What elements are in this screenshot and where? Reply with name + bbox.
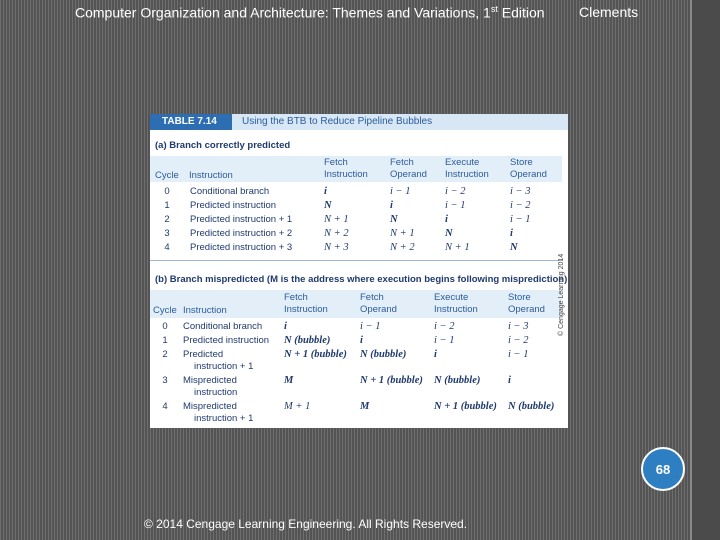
b-row3-fetch-instruction: M	[284, 375, 294, 386]
b-row1-cycle: 1	[162, 335, 168, 346]
b-row4-store: N (bubble)	[508, 401, 555, 412]
b-row1-fetch-operand: i	[360, 335, 363, 346]
b-row1-execute: i − 1	[434, 335, 455, 346]
b-row0-fetch-instruction: i	[284, 321, 287, 332]
b-col-instruction: Instruction	[183, 305, 227, 316]
table-header	[150, 114, 568, 130]
a-row1-fetch-instruction: N	[324, 200, 332, 211]
b-row0-store: i − 3	[508, 321, 529, 332]
b-row2-instruction: Predicted	[183, 349, 224, 360]
a-row0-fetch-instruction: i	[324, 186, 327, 197]
b-row3-instruction-cont: instruction	[194, 387, 238, 398]
b-row3-instruction: Mispredicted	[183, 375, 237, 386]
col-fetch-instruction: Fetch Instruction	[324, 157, 368, 180]
b-row0-cycle: 0	[162, 321, 168, 332]
a-row2-fetch-instruction: N + 1	[324, 214, 349, 225]
b-row3-fetch-operand: N + 1 (bubble)	[360, 375, 423, 386]
b-row0-execute: i − 2	[434, 321, 455, 332]
a-row2-fetch-operand: N	[390, 214, 398, 225]
a-row0-fetch-operand: i − 1	[390, 186, 411, 197]
section-divider	[150, 260, 562, 261]
a-row1-fetch-operand: i	[390, 200, 393, 211]
a-row1-instruction: Predicted instruction	[190, 200, 277, 211]
b-col-fetch-instruction: Fetch Instruction	[284, 292, 328, 315]
a-row4-store: N	[510, 242, 518, 253]
table-figure	[150, 114, 568, 428]
b-row4-cycle: 4	[162, 401, 168, 412]
a-row4-execute: N + 1	[445, 242, 470, 253]
a-row2-cycle: 2	[164, 214, 170, 225]
b-row2-cycle: 2	[162, 349, 168, 360]
b-row3-store: i	[508, 375, 511, 386]
a-row4-instruction: Predicted instruction + 3	[190, 242, 293, 253]
b-col-fetch-operand: Fetch Operand	[360, 292, 397, 315]
a-row3-store: i	[510, 228, 513, 239]
side-copyright: © Cengage Learning 2014	[558, 253, 565, 336]
a-row0-store: i − 3	[510, 186, 531, 197]
col-instruction: Instruction	[189, 170, 233, 181]
b-row2-instruction-cont: instruction + 1	[194, 361, 254, 372]
b-row2-store: i − 1	[508, 349, 529, 360]
b-row2-fetch-operand: N (bubble)	[360, 349, 407, 360]
a-row3-fetch-operand: N + 1	[390, 228, 415, 239]
b-row3-execute: N (bubble)	[434, 375, 481, 386]
table-title: Using the BTB to Reduce Pipeline Bubbles	[232, 114, 568, 130]
b-col-execute-instruction: Execute Instruction	[434, 292, 478, 315]
table-badge: TABLE 7.14	[150, 114, 232, 130]
footer-copyright: © 2014 Cengage Learning Engineering. All Rights Reserved.	[144, 517, 468, 531]
a-row4-fetch-operand: N + 2	[390, 242, 415, 253]
col-store-operand: Store Operand	[510, 157, 547, 180]
a-row2-instruction: Predicted instruction + 1	[190, 214, 293, 225]
col-fetch-operand: Fetch Operand	[390, 157, 427, 180]
page-number-badge: 68	[641, 447, 685, 491]
b-row4-fetch-operand: M	[360, 401, 370, 412]
a-row0-instruction: Conditional branch	[190, 186, 270, 197]
a-row3-instruction: Predicted instruction + 2	[190, 228, 293, 239]
b-row4-instruction: Mispredicted	[183, 401, 237, 412]
a-row1-execute: i − 1	[445, 200, 466, 211]
right-side-panel	[690, 0, 720, 540]
a-row3-execute: N	[445, 228, 453, 239]
a-row2-execute: i	[445, 214, 448, 225]
slide-author: Clements	[579, 4, 639, 20]
section-b-heading: (b) Branch mispredicted (M is the address where execution begins following misprediction)	[155, 274, 568, 285]
b-row3-cycle: 3	[162, 375, 168, 386]
b-row4-instruction-cont: instruction + 1	[194, 413, 254, 424]
b-row2-execute: i	[434, 349, 437, 360]
a-row3-fetch-instruction: N + 2	[324, 228, 349, 239]
a-row4-cycle: 4	[164, 242, 170, 253]
b-row0-fetch-operand: i − 1	[360, 321, 381, 332]
col-cycle: Cycle	[155, 170, 179, 181]
b-row1-instruction: Predicted instruction	[183, 335, 270, 346]
b-col-store-operand: Store Operand	[508, 292, 545, 315]
a-row1-store: i − 2	[510, 200, 531, 211]
a-row0-cycle: 0	[164, 186, 170, 197]
a-row3-cycle: 3	[164, 228, 170, 239]
b-row0-instruction: Conditional branch	[183, 321, 263, 332]
slide-title: Computer Organization and Architecture: Themes and Variations, 1st Edition	[75, 4, 545, 21]
col-execute-instruction: Execute Instruction	[445, 157, 489, 180]
b-row2-fetch-instruction: N + 1 (bubble)	[284, 349, 347, 360]
b-row1-fetch-instruction: N (bubble)	[284, 335, 331, 346]
section-a-heading: (a) Branch correctly predicted	[155, 140, 291, 151]
b-row4-fetch-instruction: M + 1	[284, 401, 311, 412]
b-row1-store: i − 2	[508, 335, 529, 346]
a-row2-store: i − 1	[510, 214, 531, 225]
a-row4-fetch-instruction: N + 3	[324, 242, 349, 253]
a-row1-cycle: 1	[164, 200, 170, 211]
b-row4-execute: N + 1 (bubble)	[434, 401, 497, 412]
a-row0-execute: i − 2	[445, 186, 466, 197]
b-col-cycle: Cycle	[153, 305, 177, 316]
